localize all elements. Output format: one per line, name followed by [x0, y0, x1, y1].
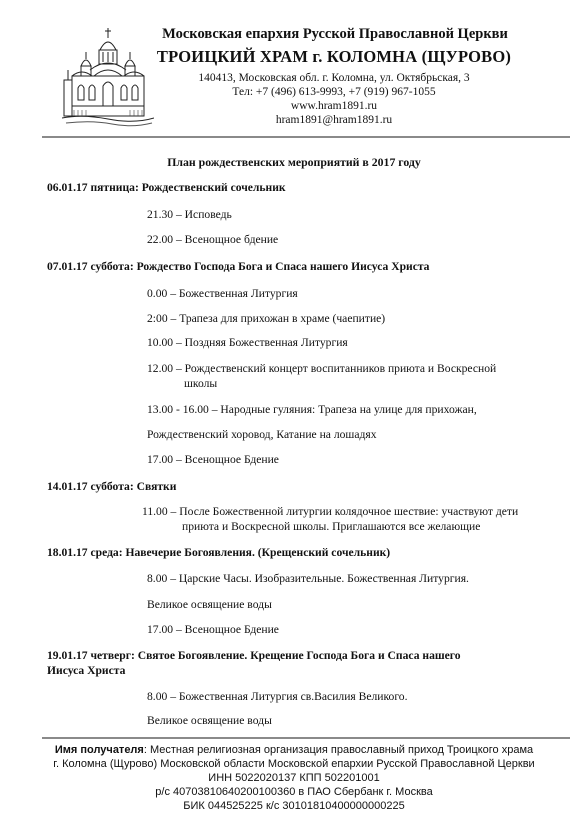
event-item: 8.00 – Царские Часы. Изобразительные. Божественная Литургия. — [147, 572, 469, 585]
church-title: ТРОИЦКИЙ ХРАМ г. КОЛОМНА (ЩУРОВО) — [156, 47, 512, 66]
event-item: 22.00 – Всенощное бдение — [147, 233, 279, 246]
event-item: 10.00 – Поздняя Божественная Литургия — [147, 336, 348, 349]
letterhead — [0, 0, 588, 135]
plan-title: План рождественских мероприятий в 2017 году — [167, 155, 421, 169]
event-item: 17.00 – Всенощное Бдение — [147, 623, 279, 636]
recipient-name-continuation: г. Коломна (Щурово) Московской области Московской епархии Русской Православной Церкви — [53, 758, 535, 770]
day-heading: 14.01.17 суббота: Святки — [47, 480, 177, 493]
day-heading: 18.01.17 среда: Навечерие Богоявления. (Крещенский сочельник) — [47, 546, 391, 559]
recipient-label: Имя получателя — [54, 744, 144, 756]
day-heading: 07.01.17 суббота: Рождество Господа Бога и Спаса нашего Иисуса Христа — [47, 260, 430, 273]
day-heading: 19.01.17 четверг: Святое Богоявление. Крещение Господа Бога и Спаса нашего — [47, 649, 461, 662]
day-heading: 06.01.17 пятница: Рождественский сочельник — [47, 181, 286, 194]
event-item: 17.00 – Всенощное Бдение — [147, 453, 279, 466]
inn-kpp: ИНН 5022020137 КПП 502201001 — [208, 772, 380, 784]
footer-divider — [42, 737, 570, 739]
phones: Тел: +7 (496) 613-9993, +7 (919) 967-1055 — [232, 86, 436, 98]
event-item: Великое освящение воды — [147, 598, 272, 611]
event-item: 2:00 – Трапеза для прихожан в храме (чаепитие) — [147, 312, 386, 325]
event-item: 11.00 – После Божественной литургии колядочное шествие: участвуют дети — [142, 505, 519, 518]
event-item: 0.00 – Божественная Литургия — [147, 287, 298, 300]
header-divider — [42, 136, 570, 138]
event-item: 13.00 - 16.00 – Народные гуляния: Трапеза на улице для прихожан, — [147, 403, 477, 416]
event-item-continuation: школы — [184, 377, 218, 390]
bik: БИК 044525225 к/с 30101810400000000225 — [183, 800, 405, 812]
email-link[interactable]: hram1891@hram1891.ru — [275, 114, 393, 126]
event-item-continuation: Рождественский хоровод, Катание на лошадях — [147, 428, 377, 441]
diocese-title: Московская епархия Русской Православной Церкви — [162, 26, 508, 42]
website-link[interactable]: www.hram1891.ru — [290, 100, 378, 112]
day-heading-continuation: Иисуса Христа — [47, 664, 126, 677]
event-item-continuation: приюта и Воскресной школы. Приглашаются все желающие — [182, 520, 481, 533]
event-item: 12.00 – Рождественский концерт воспитанников приюта и Воскресной — [147, 362, 497, 375]
recipient-name: : Местная религиозная организация православный приход Троицкого храма — [143, 744, 534, 756]
bank-recipient — [0, 744, 588, 756]
event-item: Великое освящение воды — [147, 714, 272, 727]
bank-account: р/с 40703810640200100360 в ПАО Сбербанк г. Москва — [155, 786, 433, 798]
event-item: 8.00 – Божественная Литургия св.Василия Великого. — [147, 690, 408, 703]
event-item: 21.30 – Исповедь — [147, 208, 232, 221]
address: 140413, Московская обл. г. Коломна, ул. Октябрьская, 3 — [198, 72, 470, 84]
